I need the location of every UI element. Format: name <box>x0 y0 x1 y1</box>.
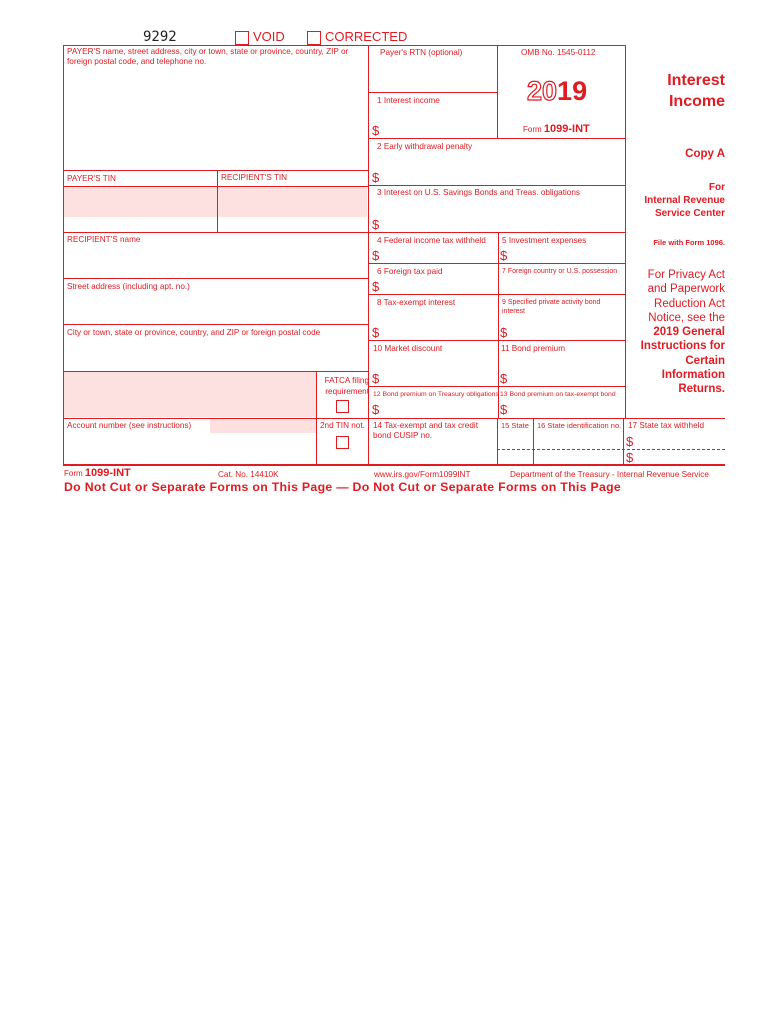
second-tin-checkbox[interactable] <box>336 436 349 449</box>
do-not-cut-warning: Do Not Cut or Separate Forms on This Page — Do Not Cut or Separate Forms on This Page <box>64 480 622 494</box>
box-14-label: 14 Tax-exempt and tax credit bond CUSIP no. <box>373 421 478 440</box>
account-number-label: Account number (see instructions) <box>67 421 192 430</box>
footer-url: www.irs.gov/Form1099INT <box>374 470 471 479</box>
privacy-line-4: Notice, see the <box>648 311 725 324</box>
box-10-label: 10 Market discount <box>373 344 443 353</box>
footer-cat-number: Cat. No. 14410K <box>218 470 279 479</box>
year-prefix: 20 <box>527 76 558 106</box>
box-2-label: 2 Early withdrawal penalty <box>377 142 473 151</box>
box-11-dollar: $ <box>500 371 508 386</box>
box-5-dollar: $ <box>500 248 508 263</box>
title-income: Income <box>668 93 725 110</box>
box-1-label: 1 Interest income <box>377 96 440 105</box>
fatca-left-field[interactable] <box>64 372 316 417</box>
footer-form-name <box>64 467 131 480</box>
void-label: VOID <box>253 29 285 44</box>
box-6-dollar: $ <box>372 279 380 294</box>
box-13-label: 13 Bond premium on tax-exempt bond <box>500 391 616 398</box>
recipient-city-label: City or town, state or province, country, and ZIP or foreign postal code <box>67 328 321 337</box>
box-9-dollar: $ <box>500 325 508 340</box>
year-suffix: 19 <box>557 76 588 106</box>
box-7-label: 7 Foreign country or U.S. possession <box>502 268 618 275</box>
payer-rtn-label: Payer's RTN (optional) <box>380 48 463 57</box>
privacy-line-6: Instructions for <box>640 340 725 353</box>
box-17-dollar-2: $ <box>626 450 634 465</box>
privacy-line-2: and Paperwork <box>647 283 725 296</box>
privacy-line-3: Reduction Act <box>654 297 725 310</box>
for-line-1: For <box>708 182 725 193</box>
box-15-label: 15 State <box>501 421 529 430</box>
recipient-name-label: RECIPIENT'S name <box>67 235 141 244</box>
box-4-label: 4 Federal income tax withheld <box>377 236 486 245</box>
omb-number: OMB No. 1545-0112 <box>521 48 596 57</box>
account-number-field[interactable] <box>210 419 316 433</box>
box-3-dollar: $ <box>372 217 380 232</box>
for-line-3: Service Center <box>654 208 725 219</box>
for-irs-block <box>628 181 725 220</box>
corrected-label: CORRECTED <box>325 29 408 44</box>
tax-year <box>527 76 587 106</box>
form-number-header <box>523 123 590 136</box>
box-3-label: 3 Interest on U.S. Savings Bonds and Treas. obligations <box>377 188 580 197</box>
payer-name-label: PAYER'S name, street address, city or town, state or province, country, ZIP or foreign postal code, and telephone no. <box>67 47 349 66</box>
privacy-line-7: Certain <box>685 354 725 367</box>
recipient-street-label: Street address (including apt. no.) <box>67 282 190 291</box>
fatca-label: FATCA filing requirement <box>324 376 369 396</box>
box-12-dollar: $ <box>372 402 380 417</box>
fatca-checkbox[interactable] <box>336 400 349 413</box>
file-with-label: File with Form 1096. <box>653 238 725 247</box>
copy-label: Copy A <box>685 148 725 160</box>
box-10-dollar: $ <box>372 371 380 386</box>
footer-form-word: Form <box>64 469 83 478</box>
box-6-label: 6 Foreign tax paid <box>377 267 443 276</box>
box-4-dollar: $ <box>372 248 380 263</box>
footer-department: Department of the Treasury - Internal Revenue Service <box>510 470 709 479</box>
privacy-block <box>626 268 725 397</box>
box-2-dollar: $ <box>372 170 380 185</box>
box-17-label: 17 State tax withheld <box>628 421 705 430</box>
form-id-number: 9292 <box>143 29 177 45</box>
box-8-dollar: $ <box>372 325 380 340</box>
box-13-dollar: $ <box>500 402 508 417</box>
box-11-label: 11 Bond premium <box>501 344 566 353</box>
box-9-label: 9 Specified private activity bond interest <box>502 299 601 315</box>
corrected-checkbox[interactable] <box>307 31 321 45</box>
payer-tin-field[interactable] <box>64 186 217 217</box>
void-checkbox[interactable] <box>235 31 249 45</box>
for-line-2: Internal Revenue <box>644 195 725 206</box>
box-12-label: 12 Bond premium on Treasury obligations <box>373 391 499 398</box>
privacy-line-5: 2019 General <box>653 326 725 339</box>
form-word: Form <box>523 125 542 134</box>
privacy-line-9: Returns. <box>678 383 725 396</box>
box-16-label: 16 State identification no. <box>537 421 622 430</box>
box-17-dollar-1: $ <box>626 434 634 449</box>
payer-tin-label: PAYER'S TIN <box>67 174 116 183</box>
box-8-label: 8 Tax-exempt interest <box>377 298 456 307</box>
footer-form-number: 1099-INT <box>84 467 131 479</box>
title-interest: Interest <box>667 72 725 89</box>
second-tin-label: 2nd TIN not. <box>320 421 365 430</box>
recipient-tin-label: RECIPIENT'S TIN <box>221 173 288 182</box>
privacy-line-1: For Privacy Act <box>647 269 725 281</box>
box-1-dollar: $ <box>372 123 380 138</box>
recipient-tin-field[interactable] <box>218 186 367 217</box>
box-5-label: 5 Investment expenses <box>502 236 587 245</box>
privacy-line-8: Information <box>661 369 725 382</box>
form-name: 1099-INT <box>543 123 590 135</box>
